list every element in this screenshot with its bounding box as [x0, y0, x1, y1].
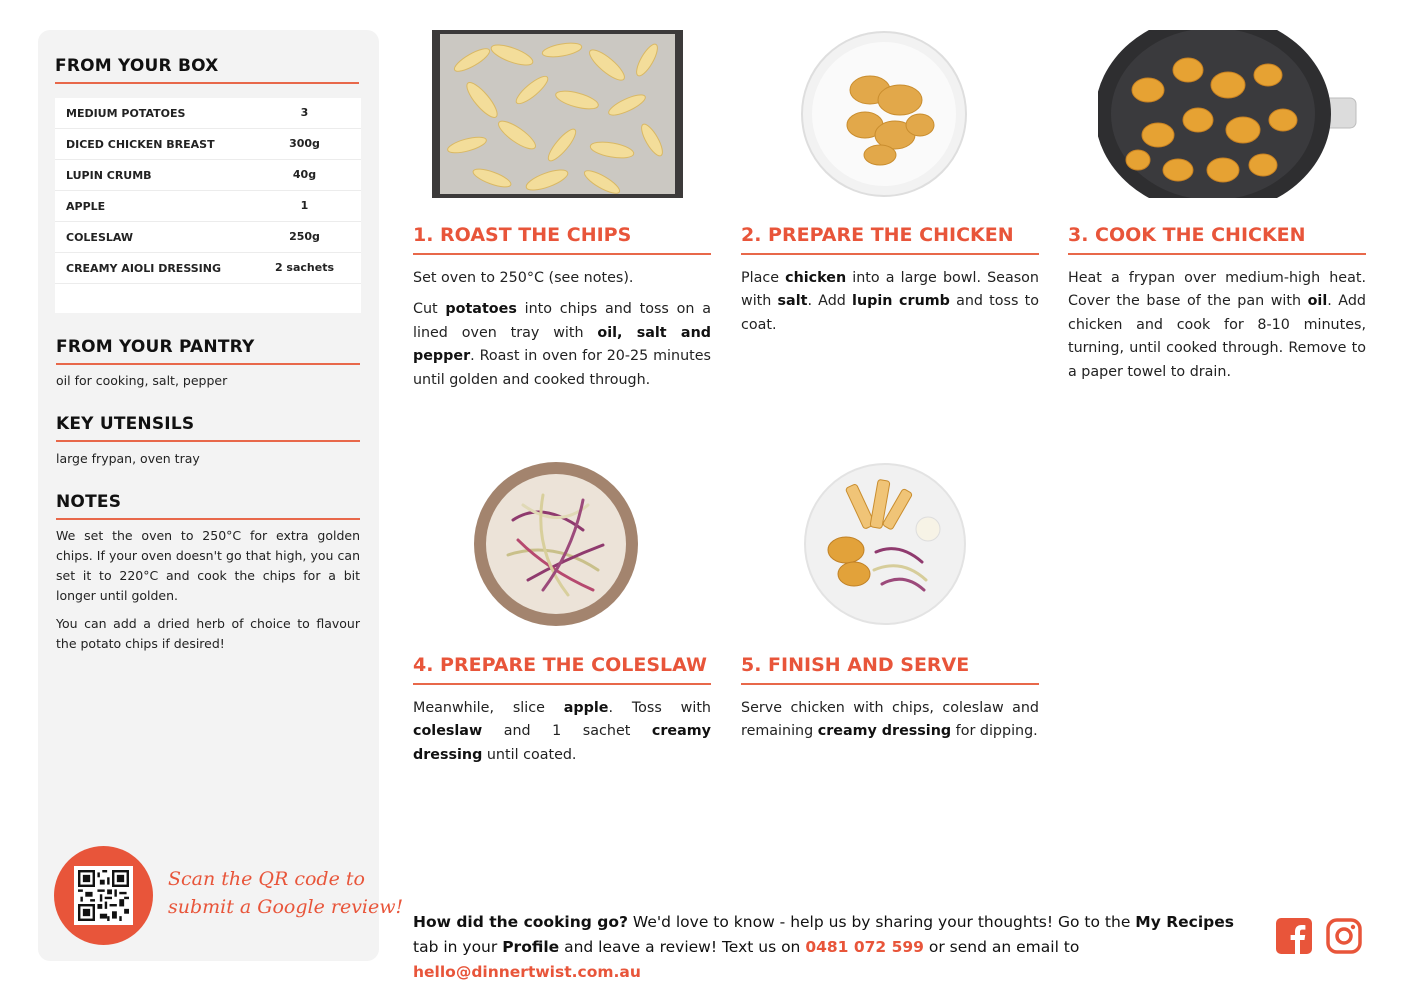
- notes-paragraph: You can add a dried herb of choice to flavour the potato chips if desired!: [56, 616, 360, 651]
- ingredient-name: DICED CHICKEN BREAST: [66, 138, 215, 151]
- step-2-title: 2. PREPARE THE CHICKEN: [741, 224, 1014, 246]
- feedback-footer: How did the cooking go? We'd love to know - help us by sharing your thoughts! Go to the My Recipes tab in your Profile and leave a review! Text us on 0481 072 599 or send an email to hello@dinnertwist.com.au: [413, 913, 1234, 981]
- step-2-body: [741, 267, 1039, 345]
- table-row: [55, 160, 361, 191]
- table-row: [55, 253, 361, 284]
- plated-dish-photo: [804, 462, 967, 626]
- notes-title: NOTES: [56, 492, 122, 512]
- ingredient-name: COLESLAW: [66, 231, 134, 244]
- ingredient-qty: 2 sachets: [274, 261, 335, 274]
- ingredient-qty: 3: [300, 106, 309, 119]
- qr-badge[interactable]: [54, 846, 153, 945]
- ingredient-qty: 40g: [292, 168, 317, 181]
- key-utensils-title: KEY UTENSILS: [56, 414, 195, 434]
- pantry-text: oil for cooking, salt, pepper: [56, 373, 228, 388]
- step-1-title: 1. ROAST THE CHIPS: [413, 224, 632, 246]
- table-row: [55, 98, 361, 129]
- ingredient-name: APPLE: [66, 200, 106, 213]
- section-divider: [56, 363, 360, 365]
- ingredients-table: [55, 98, 361, 313]
- ingredient-qty: 300g: [289, 137, 320, 150]
- section-divider: [56, 440, 360, 442]
- step-4-body: [413, 697, 711, 775]
- step-3-body: [1068, 267, 1366, 392]
- section-divider: [56, 518, 360, 520]
- utensils-text: large frypan, oven tray: [56, 451, 200, 466]
- ingredient-name: LUPIN CRUMB: [66, 169, 152, 182]
- step-divider: [413, 683, 711, 685]
- ingredients-sidebar: [38, 30, 404, 961]
- step-3-paragraph: Heat a frypan over medium-high heat. Cover the base of the pan with oil. Add chicken and cook for 8-10 minutes, turning, until cooked through. Remove to a paper towel to drain.: [1068, 270, 1366, 380]
- step-divider: [413, 253, 711, 255]
- phone-link[interactable]: 0481 072 599: [805, 938, 924, 956]
- step-4-title: 4. PREPARE THE COLESLAW: [413, 654, 707, 676]
- facebook-icon[interactable]: [1276, 918, 1312, 954]
- section-divider: [55, 82, 359, 84]
- ingredient-name: MEDIUM POTATOES: [66, 107, 186, 120]
- step-1-body: [413, 267, 711, 400]
- step-5-paragraph: Serve chicken with chips, coleslaw and remaining creamy dressing for dipping.: [741, 700, 1039, 740]
- coleslaw-bowl-photo: [473, 460, 639, 628]
- table-row: [55, 191, 361, 222]
- frypan-chicken-photo: [1098, 30, 1360, 198]
- step-4-paragraph: Meanwhile, slice apple. Toss with coleslaw and 1 sachet creamy dressing until coated.: [413, 700, 711, 763]
- table-row: [55, 222, 361, 253]
- ingredient-qty: 250g: [289, 230, 320, 243]
- qr-caption-line1: Scan the QR code to: [168, 868, 365, 890]
- email-link[interactable]: hello@dinnertwist.com.au: [413, 963, 641, 981]
- notes-paragraph: We set the oven to 250°C for extra golden chips. If your oven doesn't go that high, you can set it to 220°C and cook the chips for a bit longer until golden.: [56, 528, 360, 603]
- step-3-title: 3. COOK THE CHICKEN: [1068, 224, 1306, 246]
- table-row: [55, 129, 361, 160]
- step-1-paragraph: Cut potatoes into chips and toss on a lined oven tray with oil, salt and pepper. Roast in oven for 20-25 minutes until golden and cooked through.: [413, 301, 711, 388]
- step-2-paragraph: Place chicken into a large bowl. Season with salt. Add lupin crumb and toss to coat.: [741, 270, 1039, 333]
- step-divider: [741, 683, 1039, 685]
- crumbed-chicken-bowl-photo: [800, 30, 968, 198]
- step-divider: [741, 253, 1039, 255]
- ingredient-name: CREAMY AIOLI DRESSING: [66, 262, 221, 275]
- step-1-paragraph: Set oven to 250°C (see notes).: [413, 270, 634, 286]
- from-your-pantry-title: FROM YOUR PANTRY: [56, 337, 255, 357]
- qr-caption-line2: submit a Google review!: [168, 896, 404, 918]
- step-5-title: 5. FINISH AND SERVE: [741, 654, 970, 676]
- step-5-body: [741, 697, 1039, 752]
- step-divider: [1068, 253, 1366, 255]
- instagram-icon[interactable]: [1326, 918, 1362, 954]
- qr-code-icon[interactable]: [74, 866, 133, 925]
- from-your-box-title: FROM YOUR BOX: [55, 56, 219, 76]
- ingredient-qty: 1: [300, 199, 309, 212]
- oven-tray-chips-photo: [432, 30, 683, 198]
